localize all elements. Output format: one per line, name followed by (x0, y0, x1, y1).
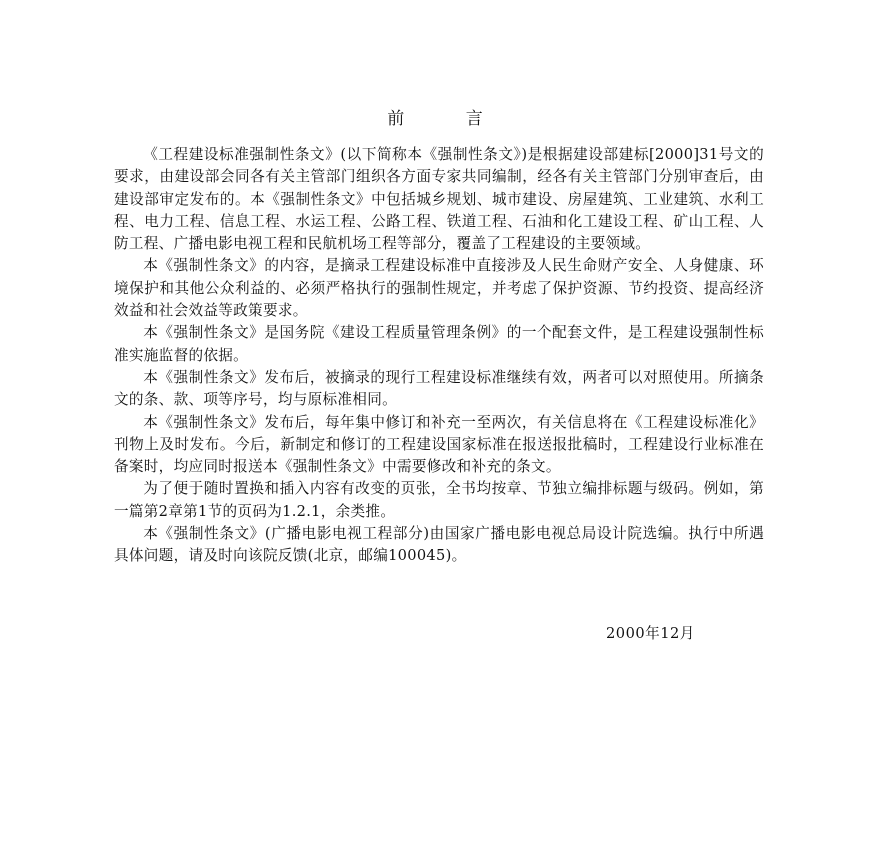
paragraph-1: 《工程建设标准强制性条文》(以下简称本《强制性条文》)是根据建设部建标[2000]31号文的要求，由建设部会同各有关主管部门组织各方面专家共同编制，经各有关主管部门分别审查后，由建设部审定发布的。本《强制性条文》中包括城乡规划、城市建设、房屋建筑、工业建筑、水利工程、电力工程、信息工程、水运工程、公路工程、铁道工程、石油和化工建设工程、矿山工程、人防工程、广播电影电视工程和民航机场工程等部分，覆盖了工程建设的主要领域。 (114, 146, 764, 253)
paragraph-2: 本《强制性条文》的内容，是摘录工程建设标准中直接涉及人民生命财产安全、人身健康、环境保护和其他公众利益的、必须严格执行的强制性规定，并考虑了保护资源、节约投资、提高经济效益和社会效益等政策要求。 (114, 257, 764, 320)
preface-body (114, 144, 764, 568)
paragraph-4: 本《强制性条文》发布后，被摘录的现行工程建设标准继续有效，两者可以对照使用。所摘条文的条、款、项等序号，均与原标准相同。 (114, 368, 764, 409)
page-title: 前 言 (387, 109, 511, 129)
paragraph-3: 本《强制性条文》是国务院《建设工程质量管理条例》的一个配套文件，是工程建设强制性标准实施监督的依据。 (114, 324, 764, 364)
paragraph-5: 本《强制性条文》发布后，每年集中修订和补充一至两次，有关信息将在《工程建设标准化》刊物上及时发布。今后，新制定和修订的工程建设国家标准在报送报批稿时，工程建设行业标准在备案时，均应同时报送本《强制性条文》中需要修改和补充的条文。 (114, 413, 764, 476)
paragraph-7: 本《强制性条文》(广播电影电视工程部分)由国家广播电影电视总局设计院选编。执行中所遇具体问题，请及时向该院反馈(北京，邮编100045)。 (114, 525, 764, 565)
publication-date: 2000年12月 (606, 625, 695, 642)
paragraph-6: 为了便于随时置换和插入内容有改变的页张，全书均按章、节独立编排标题与级码。例如，第一篇第2章第1节的页码为1.2.1，余类推。 (114, 480, 764, 520)
